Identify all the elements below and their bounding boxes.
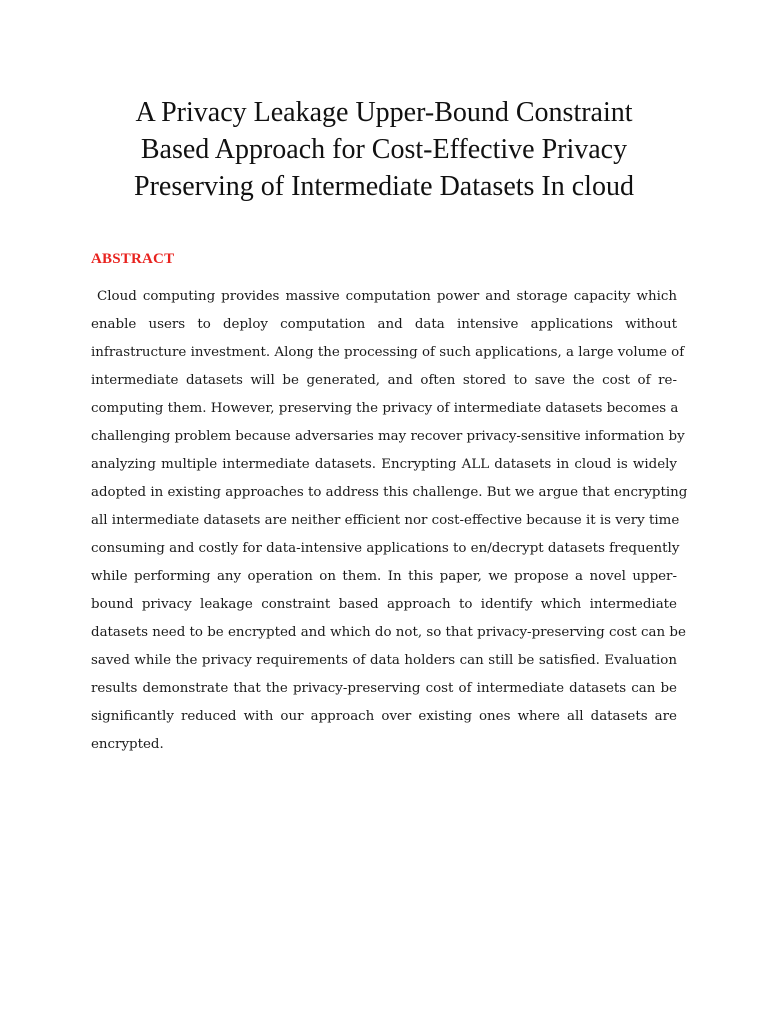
abstract-body <box>91 283 688 759</box>
title-line: Based Approach for Cost-Effective Privacy <box>140 134 628 165</box>
paper-title <box>70 94 698 205</box>
abstract-line: infrastructure investment. Along the processing of such applications, a large volume of <box>91 345 685 360</box>
abstract-heading: ABSTRACT <box>91 251 175 267</box>
abstract-line: intermediate datasets will be generated, and often stored to save the cost of re- <box>91 373 677 388</box>
abstract-line: datasets need to be encrypted and which do not, so that privacy-preserving cost can be <box>91 625 686 640</box>
abstract-line: adopted in existing approaches to address this challenge. But we argue that encrypting <box>91 485 688 500</box>
abstract-line: encrypted. <box>91 737 164 752</box>
abstract-line: computing them. However, preserving the privacy of intermediate datasets becomes a <box>91 401 679 416</box>
abstract-line: bound privacy leakage constraint based approach to identify which intermediate <box>91 597 677 612</box>
abstract-line: results demonstrate that the privacy-preserving cost of intermediate datasets can be <box>91 681 677 696</box>
abstract-line: consuming and costly for data-intensive applications to en/decrypt datasets frequently <box>91 541 680 556</box>
title-line: Preserving of Intermediate Datasets In cloud <box>134 171 634 202</box>
abstract-line: significantly reduced with our approach over existing ones where all datasets are <box>91 709 677 724</box>
abstract-line: analyzing multiple intermediate datasets. Encrypting ALL datasets in cloud is widely <box>91 457 677 472</box>
abstract-line: challenging problem because adversaries may recover privacy-sensitive information by <box>91 429 685 444</box>
abstract-line: while performing any operation on them. In this paper, we propose a novel upper- <box>91 569 677 584</box>
abstract-line: enable users to deploy computation and data intensive applications without <box>91 317 677 332</box>
title-line: A Privacy Leakage Upper-Bound Constraint <box>135 97 633 128</box>
abstract-line: Cloud computing provides massive computation power and storage capacity which <box>91 289 677 304</box>
abstract-line: saved while the privacy requirements of data holders can still be satisfied. Evaluation <box>91 653 677 668</box>
abstract-line: all intermediate datasets are neither efficient nor cost-effective because it is very time <box>91 513 680 528</box>
